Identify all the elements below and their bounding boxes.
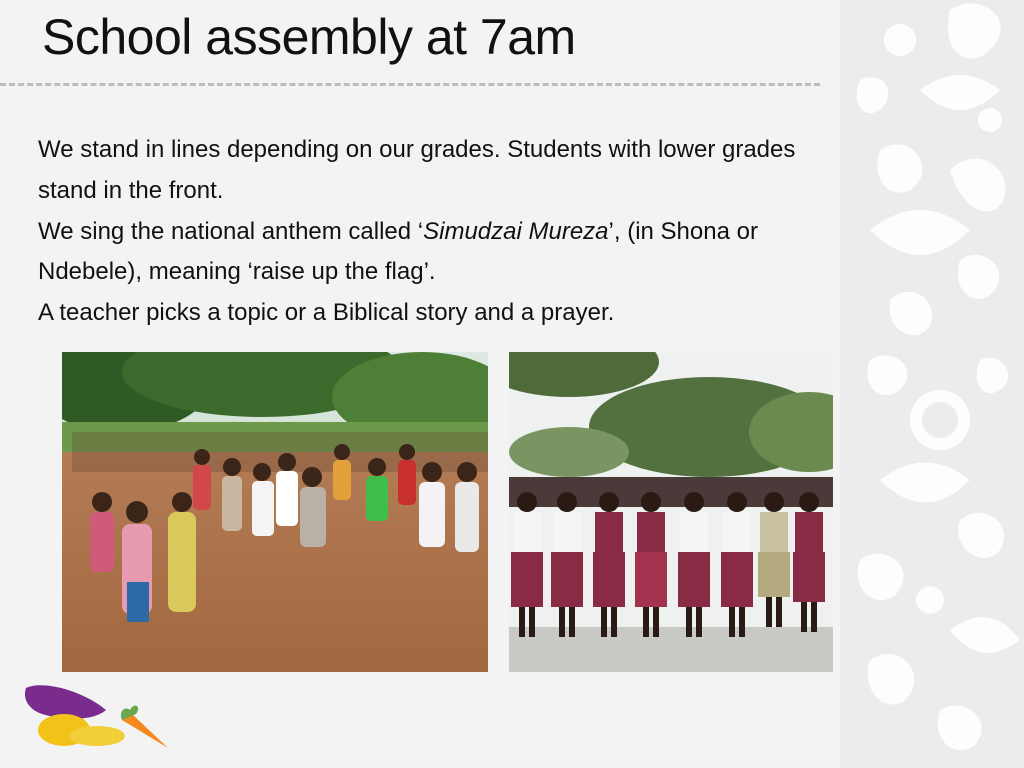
anthem-text-after: ’, (in Shona or Ndebele), meaning ‘raise up the flag’.	[38, 217, 758, 286]
slide-title: School assembly at 7am	[42, 9, 576, 65]
photo-students-outdoors	[62, 352, 488, 672]
anthem-name: Simudzai Mureza	[423, 217, 609, 245]
paragraph-teacher: A teacher picks a topic or a Biblical story and a prayer.	[38, 299, 615, 327]
photo-students-uniforms	[509, 352, 833, 672]
paragraph-lines: We stand in lines depending on our grades. Students with lower grades stand in the front.	[38, 136, 796, 204]
body-text	[38, 130, 818, 334]
paragraph-anthem	[38, 212, 818, 294]
vegetables-logo	[22, 680, 172, 752]
anthem-text-before: We sing the national anthem called ‘	[38, 217, 424, 245]
title-divider	[0, 83, 820, 86]
floral-pattern-decoration	[840, 0, 1024, 768]
